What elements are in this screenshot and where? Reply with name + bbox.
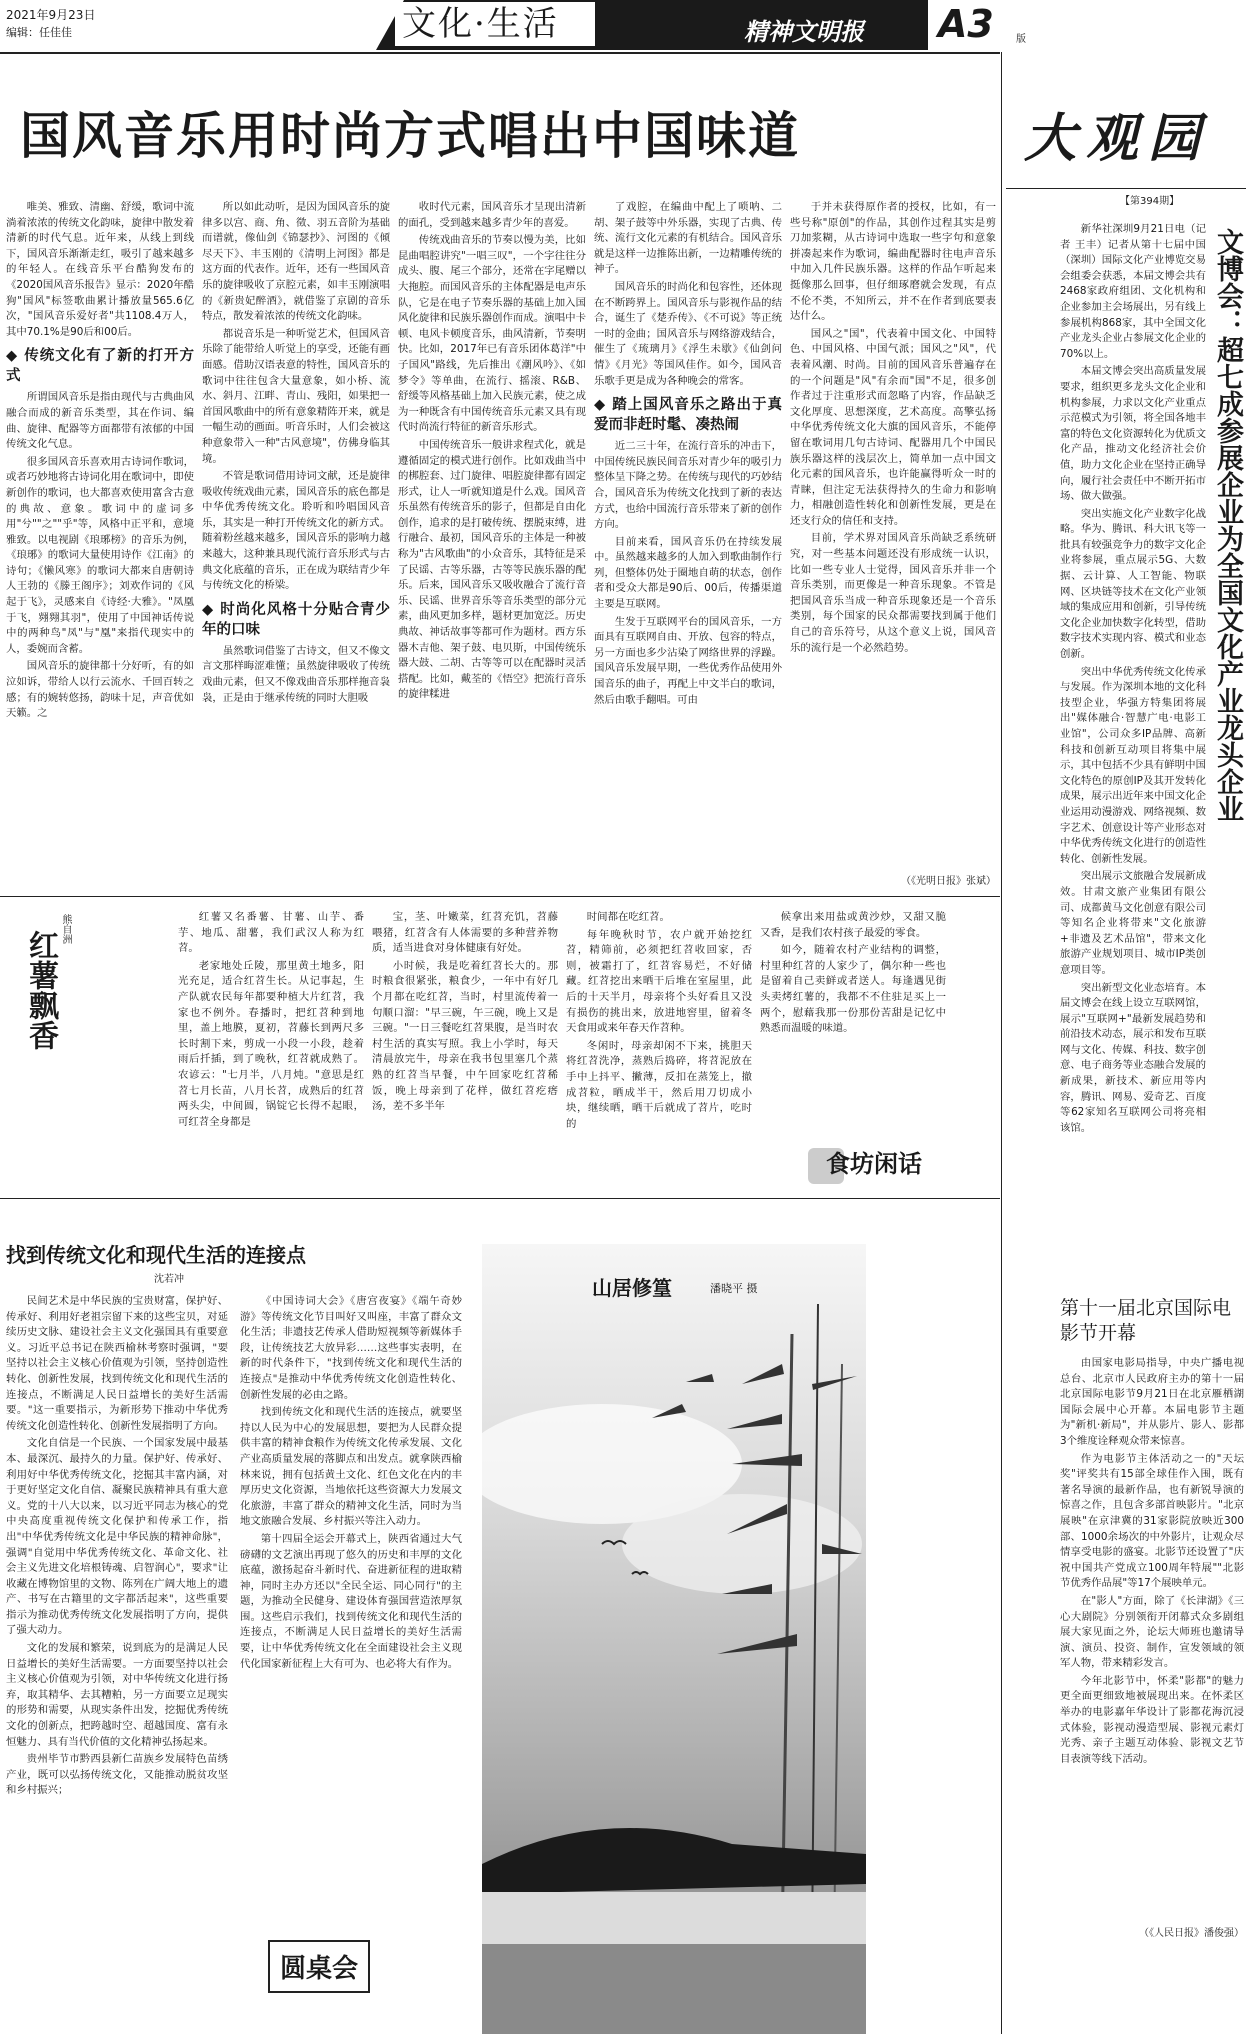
page-suffix: 版 (1016, 34, 1026, 45)
sidebar-logo: 大观园 (1024, 108, 1211, 169)
photo-credit: 潘晓平 摄 (710, 1282, 758, 1295)
sidebar-body-2 (1060, 1356, 1244, 1916)
mid-author: 熊自洲 (60, 914, 71, 944)
mid-column-3 (566, 910, 752, 1194)
sidebar-paragraph: 由国家电影局指导，中央广播电视总台、北京市人民政府主办的第十一届北京国际电影节9月21日在北京雁栖湖国际会展中心开幕。本届电影节主题为"新机·新局"，并从影片、影人、影都3个维度诠释观众带来惊喜。 (1060, 1357, 1244, 1447)
lead-paragraph: 近二三十年，在流行音乐的冲击下，中国传统民族民间音乐对青少年的吸引力整体呈下降之势。在传统与现代的巧妙结合，国风音乐为传统文化找到了新的表达方式，也给中国流行音乐带来了新的创作方向。 (594, 440, 782, 531)
lead-paragraph: 所以如此动听，是因为国风音乐的旋律多以宫、商、角、徵、羽五音阶为基础而谱就，像仙剑《锦瑟抄》、河图的《倾尽天下》、丰玉刚的《清明上河图》都是这方面的代表作。近年，还有一些国风音乐的旋律吸收了京腔元素，如丰玉刚演唱的《新贵妃醉酒》，就借鉴了京剧的音乐特点，散发着浓浓的传统文化韵味。 (202, 201, 390, 323)
sidebar-issue: 【第394期】 (1120, 196, 1180, 207)
bottom-paragraph: 文化的发展和繁荣，说到底为的是满足人民日益增长的美好生活需要。一方面要坚持以社会主义核心价值观为引领，对中华传统文化进行扬弃，取其精华、去其糟粕，另一方面要立足现实的形势和需要，从现实条件出发，挖掘优秀传统文化的创新点，把跨越时空、超越国度、富有永恒魅力、具有当代价值的文化精神弘扬起来。 (6, 1642, 228, 1748)
sidebar-headline-2: 第十一届北京国际电影节开幕 (1060, 1297, 1232, 1344)
lead-paragraph: 收时代元素，国风音乐才呈现出清新的面孔，受到越来越多青少年的喜爱。 (398, 201, 586, 229)
bottom-column-2 (240, 1294, 462, 1914)
mid-column-2 (372, 910, 558, 1194)
lead-paragraph: 国风之"国"，代表着中国文化、中国特色、中国风格、中国气派；国风之"风"，代表着风潮、时尚。目前的国风音乐普遍存在的一个问题是"风"有余而"国"不足，很多创作者过于注重形式而忽略了内容，作品缺乏文化厚度、思想深度，艺术高度。高擎弘扬中华优秀传统文化大旗的国风音乐，不能停留在歌词用几句古诗词、配器用几个中国民族乐器这样的浅层次上，简单加一点中国文化元素的国风音乐，也许能赢得听众一时的青睐，但注定无法获得持久的生命力和影响力，相融创造性转化和创新性发展，更是在还支行众的信任和支持。 (790, 327, 996, 527)
mid-paragraph: 冬闲时，母亲却闲不下来，挑胆天将红苕洗净，蒸熟后捣碎，将苕泥放在手中上抖平、撇薄，反扣在蒸笼上，撤成苕粒，晒成半干，然后用刀切成小块，继续晒，晒干后就成了苕片，吃时的 (566, 1039, 752, 1130)
lead-column-2 (202, 200, 390, 888)
mid-paragraph: 时间都在吃红苕。 (586, 911, 670, 923)
mid-paragraph: 老家地处丘陵，那里黄土地多，阳光充足，适合红苕生长。从记事起，生产队就农民每年都要种植大片红苕，我家也不例外。春播时，把红苕种到地里，盖上地膜，夏初，苕藤长到两尺多长时割下来，剪成一小段一小段，趁着雨后扦插，到了晚秋，红苕就成熟了。农谚云："七月半，八月炖。"意思是红苕七月长苗，八月长苕，成熟后的红苕两头尖，中间圆，锅锭它长得不起眼，可红苕全身都是 (178, 959, 364, 1128)
lead-paragraph: 很多国风音乐喜欢用古诗词作歌词，或者巧妙地将古诗词化用在歌词中，即使新创作的歌词，也大都喜欢使用富含古意的典故、意象。歌词中的虚词多用"兮""之""乎"等，风格中正平和，意境雅致。以电视剧《琅琊榜》的音乐为例，《琅琊》的歌词大量使用诗作《江南》的诗句；《懒风寒》的歌词大都来自唐朝诗人王勃的《滕王阁序》；刘欢作词的《风起于飞》，灵感来自《诗经·大雅》。"凤凰于飞，翙翙其羽"，使用了中国神话传说中的两种鸟"凤"与"凰"来指代现实中的人，委婉而含蓄。 (6, 455, 194, 655)
bottom-paragraph: 民间艺术是中华民族的宝贵财富，保护好、传承好、利用好老祖宗留下来的这些宝贝，对延续历史文脉、建设社会主义文化强国具有重要意义。习近平总书记在陕西榆林考察时强调，"要坚持以社会主义核心价值观为引领，坚持创造性转化、创新性发展，找到传统文化和现代生活的连接点，不断满足人民日益增长的美好生活需要。"这一重要指示，为新形势下推动中华优秀传统文化创造性转化、创新性发展指明了方向。 (6, 1295, 228, 1432)
sidebar-paragraph: 新华社深圳9月21日电（记者 王丰）记者从第十七届中国（深圳）国际文化产业博览交易会组委会获悉，本届文博会共有2468家政府组团、文化机构和企业参加主会场展出，另有线上参展机构868家，其中全国文化产业龙头企业占参展文化企业的70%以上。 (1060, 223, 1206, 360)
mid-column-4 (760, 910, 946, 1110)
bottom-column-1 (6, 1294, 228, 2034)
lead-paragraph: 传统戏曲音乐的节奏以慢为美，比如昆曲唱腔讲究"一唱三叹"，一个字往往分成头、腹、尾三个部分，还常在字尾赠以大拖腔。而国风音乐的主体配器是电声乐队，它是在电子节奏乐器的基础上加入国风化旋律和民族乐器创作而成。演唱中卡顿、电风卡顿度音乐，曲风清新，节奏明快。比如，2017年已有音乐团体葛洋"中子国风"路线，先后推出《潮风吟》、《如梦令》等单曲，在流行、摇滚、R&B、舒缓等风格基础上加入民族元素，使之成为一种既含有中国传统音乐元素又具有现代时尚流行特征的新音乐形式。 (398, 234, 586, 434)
lead-subhead: ◆ 时尚化风格十分贴合青少年的口味 (202, 600, 390, 638)
section-label: 文化·生活 (402, 4, 559, 44)
sidebar-credit: （《人民日报》潘俊强） (1139, 1928, 1244, 1939)
mid-column-1 (178, 910, 364, 1194)
sidebar-vertical-headline: 文博会：超七成参展企业为全国文化产业龙头企业 (1212, 228, 1243, 822)
mid-paragraph: 宝，茎、叶嫩菜，红苕充饥，苕藤喂猪，红苕含有人体需要的多种营养物质，适当进食对身体健康有好处。 (372, 911, 558, 955)
sidebar-paragraph: 突出新型文化业态培育。本届文博会在线上设立互联网馆，展示"互联网+"最新发展趋势和前沿技术动态，展示和发布互联网与文化、传媒、科技、数字创意、电子商务等业态融合发展的新成果，新技术、新应用等内容，腾讯、网易、爱奇艺、百度等62家知名互联网公司将亮相该馆。 (1060, 981, 1206, 1134)
mid-column-label: 食坊闲话 (826, 1149, 922, 1178)
lead-paragraph: 生发于互联网平台的国风音乐，一方面具有互联网自由、开放、包容的特点，另一方面也多少沾染了网络世界的浮躁。国风音乐发展早期，一些优秀作品使用外国音乐的曲子，再配上中文半白的歌词，然后由歌手翻唱。可由 (594, 615, 782, 706)
sidebar-paragraph: 今年北影节中，怀柔"影都"的魅力更全面更细致地被展现出来。在怀柔区举办的电影嘉年华设计了影都花海沉浸式体验，影视动漫造型展、影视元素灯光秀、亲子主题互动体验、影视文艺节目表演等线下活动。 (1060, 1674, 1244, 1765)
photo-bamboo-house (482, 1244, 866, 2034)
bottom-paragraph: 第十四届全运会开幕式上，陕西省通过大气磅礴的文艺演出再现了悠久的历史和丰厚的文化底蕴，激扬起奋斗新时代、奋进新征程的进取精神，同时主办方还以"全民全运、同心同行"的主题，为推动全民健身、建设体育强国营造浓厚氛围。这些启示我们，找到传统文化和现代生活的连接点，不断满足人民日益增长的美好生活需要，让中华优秀传统文化在全面建设社会主义现代化国家新征程上大有可为、也必将大有作为。 (240, 1532, 462, 1670)
lead-paragraph: 中国传统音乐一般讲求程式化，就是遵循固定的模式进行创作。比如戏曲当中的梆腔套、过门旋律、唱腔旋律都有固定形式，让人一听就知道是什么戏。国风音乐虽然有传统音乐的影子，但都是自由化创作，追求的是打破传统、摆脱束缚，进行融合、最初，国风音乐的主体是一种被称为"古风歌曲"的小众音乐，其特征是采了民谣、古等乐器，古等等民族乐器的配乐。后来，国风音乐又吸收融合了流行音乐、民谣、世界音乐等音乐类型的部分元素，曲风更加多样，题材更加宽泛。历史典故、神话故事等都可作为题材。西方乐器木吉他、架子鼓、电贝斯，中国传统乐器大鼓、二胡、古等等可以在配器时灵活搭配。比如，戴荃的《悟空》把流行音乐的旋律糅进 (398, 438, 586, 701)
bottom-headline: 找到传统文化和现代生活的连接点 (6, 1243, 306, 1267)
header-date: 2021年9月23日 (6, 8, 96, 22)
mid-title: 红薯飘香 (23, 930, 58, 1050)
lead-paragraph: 虽然歌词借鉴了古诗文，但又不像文言文那样晦涩难懂；虽然旋律吸收了传统戏曲元素，但又不像戏曲音乐那样拖音袅袅，正是由于继承传统的同时大胆吸 (202, 644, 390, 704)
lead-column-4 (594, 200, 782, 888)
lead-paragraph: 目前，学术界对国风音乐尚缺乏系统研究，对一些基本问题还没有形成统一认识，比如一些专业人士觉得，国风音乐并非一个音乐类别，而更像是一种音乐现象。不管是把国风音乐当成一种音乐现象还是一个音乐类别，每个国家的民众都需要找到属于他们自己的音乐符号，从这个意义上说，国风音乐的流行是一个必然趋势。 (790, 532, 996, 654)
lead-subhead: ◆ 踏上国风音乐之路出于真爱而非赶时髦、凑热闹 (594, 396, 782, 434)
sidebar-paragraph: 突出中华优秀传统文化传承与发展。作为深圳本地的文化科技型企业，华强方特集团将展出"媒体融合·智慧广电·电影工业馆"，公司众多IP品牌、高新科技和创新互动项目将集中展示，其中包括不少具有鲜明中国文化特色的原创IP及其开发转化成果，展示出近年来中国文化企业运用动漫游戏、网络视频、数字艺术、创意设计等产业形态对中华优秀传统文化进行的创造性转化、创新性发展。 (1060, 665, 1206, 865)
lead-paragraph: 都说音乐是一种听觉艺术，但国风音乐除了能带给人听觉上的享受，还能有画面感。借助汉语表意的特性，国风音乐的歌词中往往包含大量意象，如小桥、流水、斜月、江畔、青山、残阳，如果把一首国风歌曲中的所有意象精阵开来，就是一幅生动的画面。听音乐时，人们会被这种意象带入一种"古风意境"，仿佛身临其境。 (202, 327, 390, 465)
sidebar-paragraph: 作为电影节主体活动之一的"天坛奖"评奖共有15部全球佳作入围，既有著名导演的最新作品，也有新锐导演的惊喜之作，且包含多部首映影片。"北京展映"在京津冀的31家影院放映近300部、1000余场次的中外影片，让观众尽情享受电影的盛宴。北影节还设置了"庆祝中国共产党成立100周年特展""北影节优秀作品展"等17个展映单元。 (1060, 1452, 1244, 1590)
lead-credit: （《光明日报》张斌） (901, 876, 996, 887)
photo-illustration (482, 1244, 866, 2034)
bottom-paragraph: 《中国诗词大会》《唐宫夜宴》《端午奇妙游》等传统文化节目叫好又叫座，丰富了群众文化生活；非遗技艺传承人借助短视频等新媒体手段，让传统技艺大放异彩……这些事实表明，在新的时代条件下，"找到传统文化和现代生活的连接点"是推动中华优秀传统文化创造性转化、创新性发展的必由之路。 (240, 1295, 462, 1401)
bottom-paragraph: 贵州毕节市黔西县新仁苗族乡发展特色苗绣产业，既可以弘扬传统文化，又能推动脱贫攻坚和乡村振兴； (6, 1753, 228, 1797)
lead-bottom-rule (0, 896, 1000, 897)
mid-paragraph: 候拿出来用盐或黄沙炒，又甜又脆又香，是我们农村孩子最爱的零食。 (760, 911, 946, 939)
lead-paragraph: 不管是歌词借用诗词文献，还是旋律吸收传统戏曲元素，国风音乐的底色都是中华优秀传统文化。聆听和吟唱国风音乐，其实是一种打开传统文化的新方式。随着粉丝越来越多，国风音乐的影响力越来越大，这种兼具现代流行音乐形式与古典文化底蕴的音乐，正在成为联结青少年与传统文化的桥梁。 (202, 470, 390, 592)
sidebar-paragraph: 在"影人"方面，除了《长津湖》《三心大剧院》分别领衔开闭幕式众多剧组展大家见面之外，论坛大师班也邀请导演、演员、投资、制作，宣发领域的领军人物，带来精彩发言。 (1060, 1594, 1244, 1670)
lead-paragraph: 唯美、雅致、清幽、舒缓，歌词中流淌着浓浓的传统文化韵味，旋律中散发着清新的时代气息。近年来，从线上到线下，国风音乐渐渐走红，吸引了越来越多的年轻人。在线音乐平台酷狗发布的《2020国风音乐报告》显示：2020年酷狗"国风"标签歌曲累计播放量565.6亿次，"国风音乐爱好者"共1108.4万人，其中70.1%是90后和00后。 (6, 201, 194, 338)
lead-paragraph: 国风音乐的旋律都十分好听，有的如泣如诉，带给人以行云流水、千回百转之感；有的婉转悠扬，韵味十足，声音优如天籁。之 (6, 660, 194, 720)
lead-headline: 国风音乐用时尚方式唱出中国味道 (20, 106, 800, 165)
lead-paragraph: 国风音乐的时尚化和包容性，还体现在不断跨界上。国风音乐与影视作品的结合，诞生了《楚乔传》、《不可说》等正统一时的金曲；国风音乐与网络游戏结合，催生了《琉璃月》《浮生未歇》《仙剑问情》《月光》等国风佳作。如今，国风音乐歌手更是成为各种晚会的常客。 (594, 280, 782, 387)
lead-column-3 (398, 200, 586, 888)
mid-paragraph: 小时候，我是吃着红苕长大的。那时粮食很紧张，粮食少，一年中有好几个月都在吃红苕，当时，村里流传着一句顺口溜："早三碗，午三碗，晚上又是三碗。"一日三餐吃红苕果腹，是当时农村生活的真实写照。我上小学时，每天清晨放完牛，母亲在我书包里塞几个蒸熟的红苕当早餐，中午回家吃红苕稀饭，晚上母亲到了花样，做红苕疙瘩汤，差不多半年 (372, 959, 558, 1113)
page-number: A3 (938, 2, 994, 46)
lead-paragraph: 了戏腔，在编曲中配上了唢呐、二胡、架子鼓等中外乐器，实现了古典、传统、流行文化元素的有机结合。国风音乐就是这样一边推陈出新，一边精雕传统的神子。 (594, 201, 782, 276)
sidebar-paragraph: 突出展示文旅融合发展新成效。甘肃文旅产业集团有限公司、成都黄马文化创意有限公司等知名企业将带来"文化旅游+非遗及艺术品馆"，带来文化旅游产业规划项目、城市IP类创意项目等。 (1060, 870, 1206, 976)
sidebar-body (1060, 222, 1206, 1268)
header-rule (0, 52, 1000, 54)
bottom-paragraph: 文化自信是一个民族、一个国家发展中最基本、最深沉、最持久的力量。保护好、传承好、利用好中华优秀传统文化，挖掘其丰富内涵，对于更好坚定文化自信、凝聚民族精神具有重大意义。党的十八大以来，以习近平同志为核心的党中央高度重视传统文化保护和传承工作，指出"中华优秀传统文化是中华民族的精神命脉"，强调"自觉用中华优秀传统文化、革命文化、社会主义先进文化培根铸魂、启智润心"，要求"让收藏在博物馆里的文物、陈列在广阔大地上的遗产、书写在古籍里的文字都活起来"，这些重要指示为推动优秀传统文化发展指明了方向，提供了强大动力。 (6, 1437, 228, 1637)
sidebar-paragraph: 本届文博会突出高质量发展要求，组织更多龙头文化企业和机构参展，力求以文化产业重点示范模式为引领，将全国各地丰富的特色文化资源转化为优质文化产品，推动文化经济社会价值，助力文化企业在坚持正确导向，履行社会责任中不断开拓市场、做大做强。 (1060, 365, 1206, 503)
lead-column-5 (790, 200, 996, 872)
sidebar-top-rule (1006, 188, 1246, 189)
mid-paragraph: 每年晚秋时节，农户就开始挖红苕，精筛前，必须把红苕收回家，否则，被霜打了，红苕容易烂，不好储藏。红苕挖出来晒干后堆在室屋里，此后的十天半月，母亲将个头好看且又没有损伤的挑出来，放进地窖里，留着冬天食用或来年春天作苕种。 (566, 928, 752, 1035)
sidebar-divider (1001, 52, 1002, 2034)
mid-paragraph: 红薯又名番薯、甘薯、山芋、番芋、地瓜、甜薯，我们武汉人称为红苕。 (178, 911, 364, 955)
lead-paragraph: 于并未获得原作者的授权，比如，有一些号称"原创"的作品，其创作过程其实是剪刀加浆糊，从古诗词中选取一些字句和意象拼凑起来作为歌词，编曲配器时往电声音乐中加入几件民族乐器。这样的作品乍听起来挺像那么回事，但仔细琢磨就会发现，有点不伦不类，不知所云，并不在作者到底要表达什么。 (790, 201, 996, 323)
lead-subhead: ◆ 传统文化有了新的打开方式 (6, 347, 194, 385)
photo-title: 山居修篁 (592, 1276, 672, 1300)
lead-paragraph: 所谓国风音乐是指由现代与古典曲风融合而成的新音乐类型，其在作词、编曲、旋律、配器等方面都带有浓郁的中国传统文化气息。 (6, 391, 194, 451)
lead-column-1 (6, 200, 194, 888)
lead-paragraph: 目前来看，国风音乐仍在持续发展中。虽然越来越多的人加入到歌曲制作行列，但整体仍处于圈地自萌的状态，创作者和受众大都是90后、00后，传播渠道主要是互联网。 (594, 535, 782, 611)
paper-name: 精神文明报 (744, 17, 864, 46)
bottom-author: 沈若冲 (154, 1274, 184, 1285)
bottom-column-label: 圆桌会 (268, 1940, 370, 1993)
sidebar-paragraph: 突出实施文化产业数字化战略。华为、腾讯、科大讯飞等一批具有较强竞争力的数字文化企业将参展，重点展示5G、大数据、云计算、人工智能、物联网、区块链等技术在文化产业领域的集成应用和创新，引导传统文化企业加快数字化转型，借助数字技术实现内容、模式和业态创新。 (1060, 507, 1206, 661)
mid-bottom-rule (0, 1198, 1000, 1199)
mid-paragraph: 如今，随着农村产业结构的调整，村里种红苕的人家少了，偶尔种一些也是留着自己卖鲜或者送人。每逢遇见街头卖烤红薯的，我都不不住驻足买上一两个，慰藉我那一份那份苦甜是记忆中熟悉而温暖的味道。 (760, 944, 946, 1035)
header-editor: 编辑：任佳佳 (6, 26, 72, 39)
bottom-paragraph: 找到传统文化和现代生活的连接点，就要坚持以人民为中心的发展思想，要把为人民群众提供丰富的精神食粮作为传统文化传承发展、文化产业高质量发展的落脚点和出发点。就拿陕西榆林来说，拥有包括黄土文化、红色文化在内的丰厚历史文化资源，当地依托这些资源大力发展文化旅游，丰富了群众的精神文化生活，同时为当地文旅融合发展、乡村振兴等注入动力。 (240, 1406, 462, 1528)
